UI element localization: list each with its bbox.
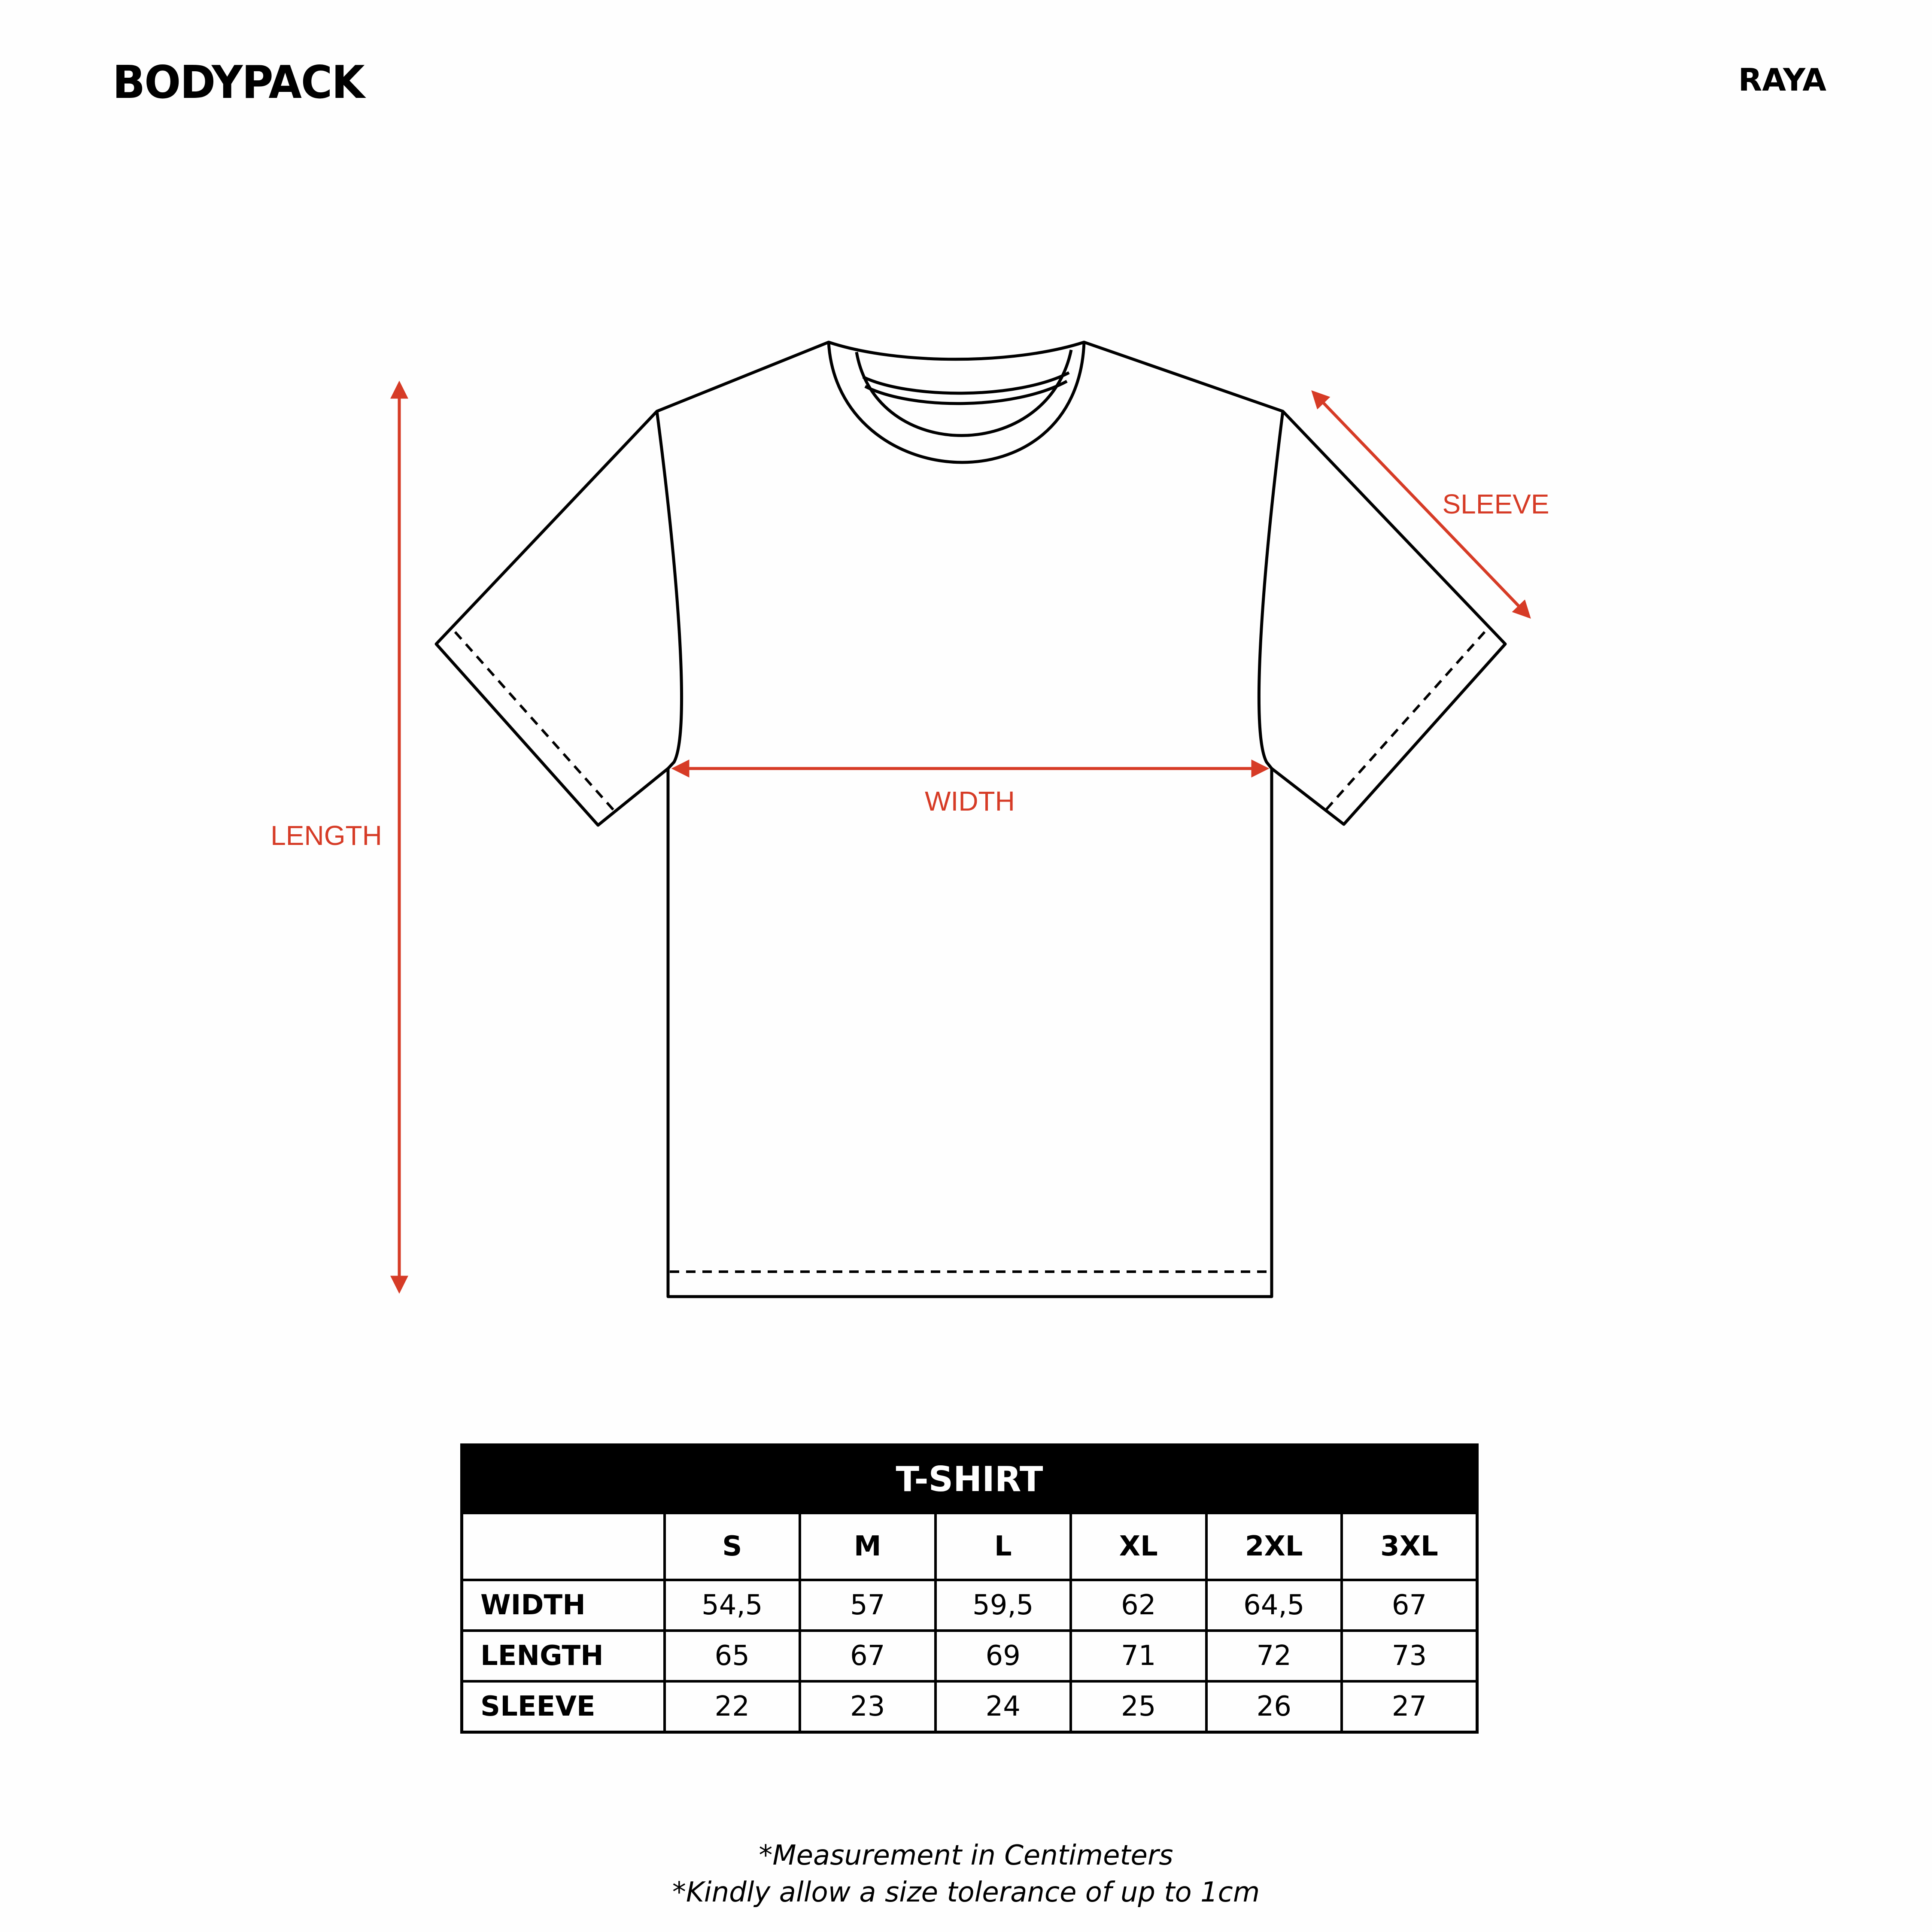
- hem-stitches: [455, 632, 1485, 1272]
- corner-cell: [462, 1513, 665, 1580]
- table-cell: 23: [800, 1681, 936, 1732]
- tolerance-note: *Kindly allow a size tolerance of up to 1cm: [672, 1877, 1260, 1908]
- table-cell: 27: [1342, 1681, 1477, 1732]
- table-cell: 62: [1071, 1580, 1206, 1631]
- sleeve-label: SLEEVE: [1442, 489, 1549, 519]
- table-cell: 22: [665, 1681, 800, 1732]
- table-cell: 69: [936, 1631, 1071, 1681]
- table-cell: 25: [1071, 1681, 1206, 1732]
- table-row: [462, 1631, 1477, 1681]
- row-label: SLEEVE: [462, 1681, 665, 1732]
- table-cell: 24: [936, 1681, 1071, 1732]
- size-table: [460, 1443, 1479, 1734]
- table-cell: 57: [800, 1580, 936, 1631]
- left-sleeve-hem-stitch: [455, 632, 615, 811]
- size-header-row: [462, 1513, 1477, 1580]
- table-row: [462, 1681, 1477, 1732]
- table-cell: 71: [1071, 1631, 1206, 1681]
- table-cell: 54,5: [665, 1580, 800, 1631]
- table-cell: 67: [1342, 1580, 1477, 1631]
- size-chart: [460, 1443, 1479, 1734]
- collar-stitch-1: [863, 373, 1069, 393]
- brand-logo: BODYPACK: [112, 56, 364, 109]
- table-title: T-SHIRT: [462, 1445, 1477, 1513]
- row-label: LENGTH: [462, 1631, 665, 1681]
- measurement-unit-note: *Measurement in Centimeters: [759, 1840, 1173, 1871]
- row-label: WIDTH: [462, 1580, 665, 1631]
- size-header: S: [665, 1513, 800, 1580]
- table-cell: 65: [665, 1631, 800, 1681]
- left-armhole: [657, 411, 682, 769]
- right-sleeve-hem-stitch: [1324, 632, 1485, 811]
- size-header: 3XL: [1342, 1513, 1477, 1580]
- table-cell: 26: [1206, 1681, 1342, 1732]
- table-row: [462, 1580, 1477, 1631]
- size-header: 2XL: [1206, 1513, 1342, 1580]
- table-cell: 59,5: [936, 1580, 1071, 1631]
- model-name: RAYA: [1738, 62, 1826, 98]
- tshirt-outline: [436, 342, 1505, 1297]
- table-cell: 73: [1342, 1631, 1477, 1681]
- table-cell: 72: [1206, 1631, 1342, 1681]
- length-label: LENGTH: [270, 820, 382, 851]
- table-cell: 64,5: [1206, 1580, 1342, 1631]
- measurement-arrows: [399, 384, 1528, 1290]
- tshirt-body: [436, 342, 1505, 1297]
- table-cell: 67: [800, 1631, 936, 1681]
- right-armhole: [1259, 411, 1283, 769]
- size-header: XL: [1071, 1513, 1206, 1580]
- size-header: M: [800, 1513, 936, 1580]
- width-label: WIDTH: [925, 786, 1015, 817]
- size-header: L: [936, 1513, 1071, 1580]
